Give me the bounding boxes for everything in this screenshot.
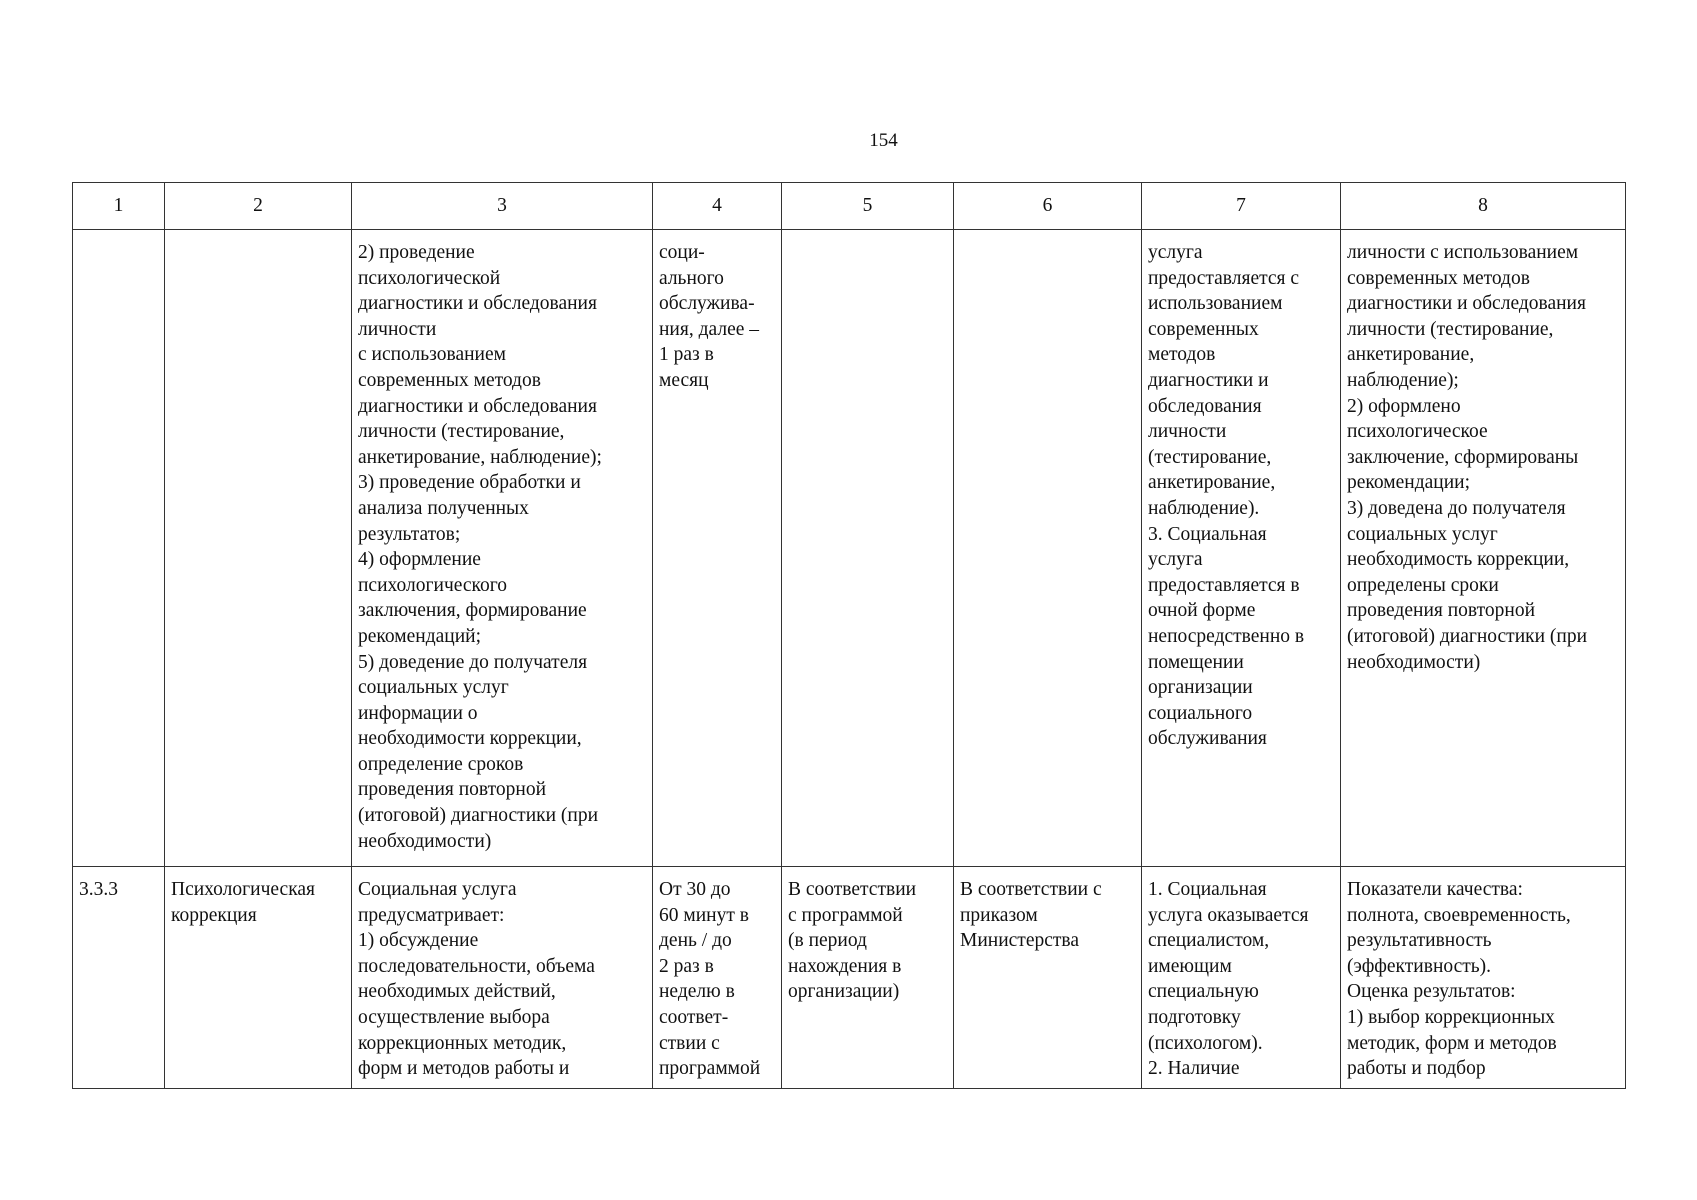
- cell-number: [73, 230, 165, 867]
- cell-period: [782, 230, 954, 867]
- column-header: 3: [352, 183, 653, 230]
- page-number: 154: [869, 130, 898, 151]
- column-header: 7: [1142, 183, 1341, 230]
- column-header: 4: [653, 183, 782, 230]
- cell-conditions: 1. Социальная услуга оказывается специалистом, имеющим специальную подготовку (психологом). 2. Наличие: [1142, 867, 1341, 1089]
- cell-cost: В соответствии с приказом Министерства: [954, 867, 1142, 1089]
- cell-service-name: [165, 230, 352, 867]
- table-row: [73, 230, 1626, 867]
- cell-number: 3.3.3: [73, 867, 165, 1089]
- table-header-row: [73, 183, 1626, 230]
- services-table: [72, 182, 1626, 1089]
- cell-description: 2) проведение психологической диагностики и обследования личности с использованием современных методов диагностики и обследования личности (тестирование, анкетирование, наблюдение); 3) проведение обработки и анализа полученных результатов; 4) оформление психологического заключения, формирование рекомендаций; 5) доведение до получателя социальных услуг информации о необходимости коррекции, определение сроков проведения повторной (итоговой) диагностики (при необходимости): [352, 230, 653, 867]
- column-header: 5: [782, 183, 954, 230]
- column-header: 2: [165, 183, 352, 230]
- table-row: [73, 867, 1626, 1089]
- cell-description: Социальная услуга предусматривает: 1) обсуждение последовательности, объема необходимых действий, осуществление выбора коррекционных методик, форм и методов работы и: [352, 867, 653, 1089]
- column-header: 1: [73, 183, 165, 230]
- column-header: 8: [1341, 183, 1626, 230]
- cell-timing: От 30 до 60 минут в день / до 2 раз в неделю в соответ- ствии с программой: [653, 867, 782, 1089]
- column-header: 6: [954, 183, 1142, 230]
- cell-quality-indicators: личности с использованием современных методов диагностики и обследования личности (тестирование, анкетирование, наблюдение); 2) оформлено психологическое заключение, сформированы рекомендации; 3) доведена до получателя социальных услуг необходимость коррекции, определены сроки проведения повторной (итоговой) диагностики (при необходимости): [1341, 230, 1626, 867]
- cell-cost: [954, 230, 1142, 867]
- cell-conditions: услуга предоставляется с использованием современных методов диагностики и обследования личности (тестирование, анкетирование, наблюдение). 3. Социальная услуга предоставляется в очной форме непосредственно в помещении организации социального обслуживания: [1142, 230, 1341, 867]
- cell-period: В соответствии с программой (в период нахождения в организации): [782, 867, 954, 1089]
- cell-timing: соци- ального обслужива- ния, далее – 1 раз в месяц: [653, 230, 782, 867]
- cell-quality-indicators: Показатели качества: полнота, своевременность, результативность (эффективность). Оценка результатов: 1) выбор коррекционных методик, форм и методов работы и подбор: [1341, 867, 1626, 1089]
- cell-service-name: Психологическая коррекция: [165, 867, 352, 1089]
